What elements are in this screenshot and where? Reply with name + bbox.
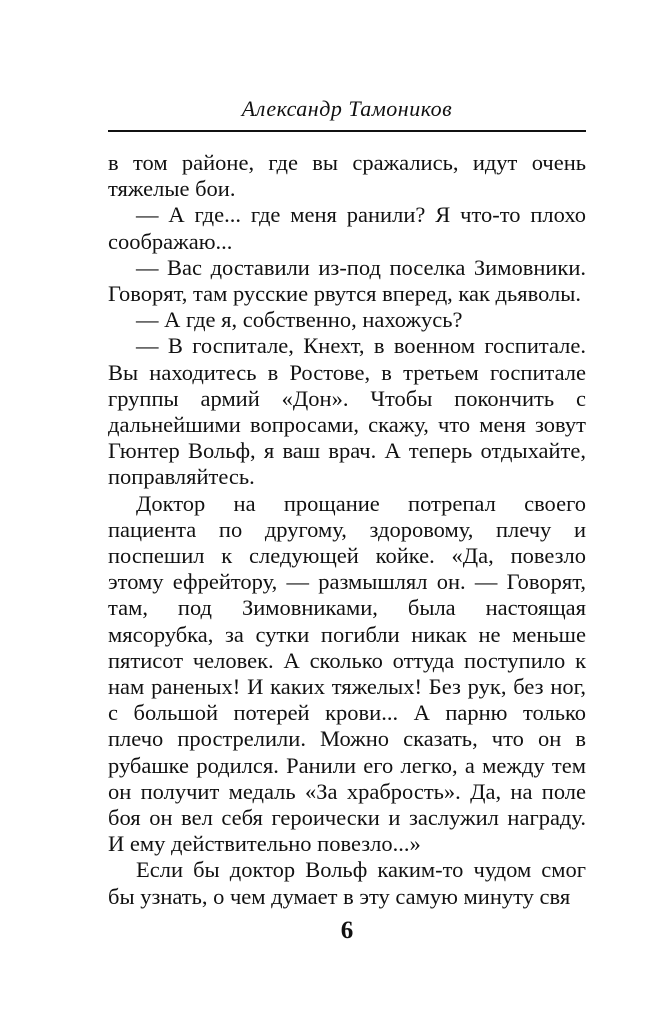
page-number: 6	[340, 917, 354, 944]
paragraph-narration: Доктор на прощание потрепал своего пациента по другому, здоровому, плечу и поспешил к следующей койке. «Да, повезло этому ефрейтору, — размышлял он. — Говорят, там, под Зимовниками, была настоящая мясорубка, за сутки погибли никак не меньше пятисот человек. А сколько оттуда поступило к нам раненых! И каких тяжелых! Без рук, без ног, с большой потерей крови... А парню только плечо прострелили. Можно сказать, что он в рубашке родился. Ранили его легко, а между тем он получит медаль «За храбрость». Да, на поле боя он вел себя героически и заслужил награду. И ему действительно повезло...»	[108, 490, 586, 857]
paragraph-dialogue: — Вас доставили из-под поселка Зимовники. Говорят, там русские рвутся вперед, как дьяволы.	[108, 254, 586, 307]
body-text	[108, 150, 586, 910]
paragraph-dialogue: — А где... где меня ранили? Я что-то плохо соображаю...	[108, 202, 586, 254]
paragraph-continuation: в том районе, где вы сражались, идут очень тяжелые бои.	[108, 150, 586, 202]
paragraph-narration: Если бы доктор Вольф каким-то чудом смог бы узнать, о чем думает в эту самую минуту свя	[108, 857, 586, 909]
paragraph-dialogue: — В госпитале, Кнехт, в военном госпитале. Вы находитесь в Ростове, в третьем госпитале группы армий «Дон». Чтобы покончить с дальнейшими вопросами, скажу, что меня зовут Гюнтер Вольф, я ваш врач. А теперь отдыхайте, поправляйтесь.	[108, 333, 586, 490]
header-rule	[108, 130, 586, 132]
paragraph-dialogue: — А где я, собственно, нахожусь?	[136, 307, 463, 333]
running-title: Александр Тамоников	[241, 96, 453, 121]
